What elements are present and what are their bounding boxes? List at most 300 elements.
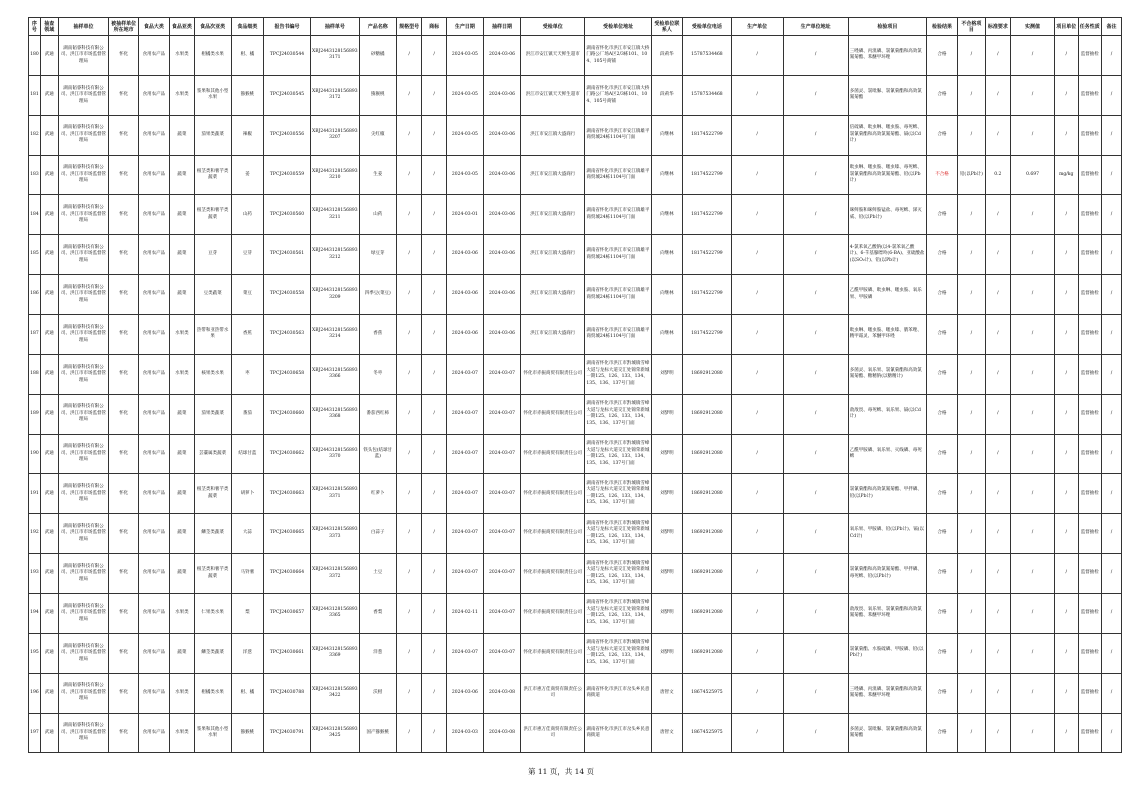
- table-row: [29, 155, 1122, 195]
- table-cell: /: [422, 195, 447, 235]
- table-cell: 湖南省怀化市洪江市黔城镇雪峰大道与龙标大道交汇处锦荣新城一期125、126、133、134、135、136、137号门面: [585, 394, 651, 434]
- table-cell: 洋葱: [231, 633, 263, 673]
- table-cell: /: [1055, 354, 1079, 394]
- table-cell: 合格: [926, 474, 957, 514]
- table-cell: /: [985, 115, 1010, 155]
- table-cell: XBJ24431281568933370: [310, 434, 359, 474]
- table-cell: 192: [29, 514, 41, 554]
- table-cell: /: [783, 195, 848, 235]
- table-cell: /: [422, 673, 447, 713]
- table-cell: XBJ24431281568933172: [310, 75, 359, 115]
- table-cell: /: [1055, 554, 1079, 594]
- table-cell: 湖南韬睿科技有限公司、洪江市市场监督管理局: [58, 115, 109, 155]
- table-cell: 合格: [926, 115, 957, 155]
- table-cell: 怀化: [109, 354, 138, 394]
- table-cell: /: [422, 514, 447, 554]
- table-cell: 湖南省怀化市洪江市安江镇雄平商贸城24栋1104号门面: [585, 315, 651, 355]
- table-cell: /: [783, 235, 848, 275]
- table-cell: 合格: [926, 554, 957, 594]
- table-cell: 冬枣: [359, 354, 396, 394]
- table-cell: mg/kg: [1055, 155, 1079, 195]
- table-cell: 食用农产品: [138, 195, 169, 235]
- table-cell: 仁果类水果: [194, 594, 231, 634]
- table-cell: /: [1011, 315, 1055, 355]
- table-cell: XBJ24431281568933369: [310, 633, 359, 673]
- table-cell: 姜: [231, 155, 263, 195]
- table-cell: TPCJ24030663: [264, 474, 311, 514]
- column-header: 食品亚类: [170, 18, 195, 36]
- table-cell: 吡虫啉、噻虫胺、噻虫嗪、毒死蜱、氯氰菊酯和高效氯氰菊酯、铅(以Pb计): [848, 155, 926, 195]
- table-cell: /: [783, 75, 848, 115]
- table-cell: /: [1102, 235, 1122, 275]
- column-header: 食品大类: [138, 18, 169, 36]
- table-cell: 2024-03-07: [446, 554, 483, 594]
- table-cell: 2024-03-05: [446, 36, 483, 76]
- table-cell: 合格: [926, 514, 957, 554]
- table-cell: 氯氰菊酯和高效氯氰菊酯、甲拌磷、毒死蜱、铅(以Pb计): [848, 554, 926, 594]
- table-cell: 香梨: [359, 594, 396, 634]
- table-cell: /: [396, 474, 421, 514]
- table-cell: 191: [29, 474, 41, 514]
- table-cell: /: [1055, 514, 1079, 554]
- table-cell: 怀化: [109, 554, 138, 594]
- table-cell: 胡萝卜: [231, 474, 263, 514]
- table-cell: /: [396, 514, 421, 554]
- table-cell: 湖南韬睿科技有限公司、洪江市市场监督管理局: [58, 354, 109, 394]
- table-cell: 2024-03-06: [446, 235, 483, 275]
- table-cell: 湖南省怀化市洪江市安江镇雄平商贸城24栋1104号门面: [585, 115, 651, 155]
- table-cell: 白蒜子: [359, 514, 396, 554]
- table-cell: /: [985, 275, 1010, 315]
- table-row: [29, 235, 1122, 275]
- table-cell: 食用农产品: [138, 315, 169, 355]
- table-cell: 合格: [926, 673, 957, 713]
- table-cell: /: [396, 713, 421, 753]
- column-header: 抽查领域: [40, 18, 58, 36]
- table-cell: 监督抽检: [1078, 235, 1102, 275]
- table-cell: 2024-03-06: [483, 36, 520, 76]
- table-cell: 湖南韬睿科技有限公司、洪江市市场监督管理局: [58, 75, 109, 115]
- table-cell: 洪江市安江镇天天鲜生超市: [521, 75, 585, 115]
- table-cell: 0.2: [985, 155, 1010, 195]
- table-cell: /: [985, 673, 1010, 713]
- table-cell: 向继林: [651, 275, 682, 315]
- table-cell: 食用农产品: [138, 36, 169, 76]
- table-cell: 蔬菜: [170, 275, 195, 315]
- table-cell: /: [958, 275, 985, 315]
- table-cell: /: [783, 315, 848, 355]
- table-header: [29, 18, 1122, 36]
- table-cell: 监督抽检: [1078, 195, 1102, 235]
- table-cell: 194: [29, 594, 41, 634]
- table-cell: 怀化: [109, 713, 138, 753]
- page-number: 第 11 页，共 14 页: [527, 767, 595, 776]
- table-cell: 18692912080: [683, 474, 732, 514]
- table-cell: 湖南韬睿科技有限公司、洪江市市场监督管理局: [58, 514, 109, 554]
- table-cell: TPCJ24030560: [264, 195, 311, 235]
- table-cell: 食用农产品: [138, 514, 169, 554]
- table-cell: 洪江市惠万佳商贸有限责任公司: [521, 673, 585, 713]
- table-cell: 段莉华: [651, 36, 682, 76]
- table-cell: 柑橘类水果: [194, 36, 231, 76]
- table-cell: 181: [29, 75, 41, 115]
- table-cell: 监督抽检: [1078, 315, 1102, 355]
- table-cell: TPCJ24030788: [264, 673, 311, 713]
- table-cell: /: [1011, 713, 1055, 753]
- table-row: [29, 394, 1122, 434]
- table-cell: 怀化: [109, 434, 138, 474]
- table-cell: /: [1055, 474, 1079, 514]
- table-cell: /: [731, 235, 783, 275]
- table-cell: XBJ24431281568933209: [310, 275, 359, 315]
- table-body: [29, 36, 1122, 753]
- table-cell: /: [1011, 514, 1055, 554]
- table-cell: 怀化: [109, 275, 138, 315]
- table-cell: 刘梦明: [651, 394, 682, 434]
- table-cell: 湖南韬睿科技有限公司、洪江市市场监督管理局: [58, 235, 109, 275]
- table-cell: /: [1011, 75, 1055, 115]
- table-cell: 茄果类蔬菜: [194, 394, 231, 434]
- table-cell: 武通: [40, 36, 58, 76]
- table-cell: XBJ24431281568933214: [310, 315, 359, 355]
- table-cell: /: [1102, 594, 1122, 634]
- table-cell: 183: [29, 155, 41, 195]
- table-cell: /: [783, 434, 848, 474]
- table-cell: /: [783, 713, 848, 753]
- table-cell: 2024-03-06: [446, 673, 483, 713]
- column-header: 实测值: [1011, 18, 1055, 36]
- table-cell: 湖南韬睿科技有限公司、洪江市市场监督管理局: [58, 195, 109, 235]
- table-row: [29, 195, 1122, 235]
- table-cell: 2024-02-11: [446, 594, 483, 634]
- table-cell: 2024-03-07: [446, 394, 483, 434]
- table-cell: 柑、橘: [231, 36, 263, 76]
- table-cell: 合格: [926, 235, 957, 275]
- table-cell: 蔬菜: [170, 155, 195, 195]
- table-cell: 敌敌畏、氧乐果、氯氰菊酯和高效氯氰菊酯、苯醚甲环唑: [848, 594, 926, 634]
- table-cell: 蔬菜: [170, 554, 195, 594]
- table-cell: /: [1011, 633, 1055, 673]
- table-cell: /: [958, 394, 985, 434]
- table-cell: /: [985, 235, 1010, 275]
- table-cell: 怀化: [109, 594, 138, 634]
- table-cell: 水果类: [170, 354, 195, 394]
- table-row: [29, 713, 1122, 753]
- table-cell: /: [1011, 115, 1055, 155]
- table-cell: 食用农产品: [138, 633, 169, 673]
- table-cell: 食用农产品: [138, 75, 169, 115]
- table-cell: 洪江市安江镇大盛商行: [521, 275, 585, 315]
- table-cell: XBJ24431281568933422: [310, 673, 359, 713]
- table-cell: /: [958, 514, 985, 554]
- table-cell: 根茎类和薯芋类蔬菜: [194, 474, 231, 514]
- table-cell: 食用农产品: [138, 554, 169, 594]
- table-cell: 2024-03-07: [446, 474, 483, 514]
- table-cell: /: [1102, 354, 1122, 394]
- table-cell: 食用农产品: [138, 594, 169, 634]
- table-cell: 浆果和其他小型水果: [194, 713, 231, 753]
- table-cell: TPCJ24030791: [264, 713, 311, 753]
- table-cell: TPCJ24030662: [264, 434, 311, 474]
- column-header: 序号: [29, 18, 41, 36]
- table-cell: 18692912080: [683, 633, 732, 673]
- table-cell: /: [958, 36, 985, 76]
- table-cell: 18692912080: [683, 394, 732, 434]
- table-cell: 监督抽检: [1078, 394, 1102, 434]
- table-cell: 2024-03-07: [483, 474, 520, 514]
- table-cell: 浆果和其他小型水果: [194, 75, 231, 115]
- table-cell: 咪鲜胺和咪鲜胺锰盐、毒死蜱、涕灭威、铅(以Pb计): [848, 195, 926, 235]
- table-cell: 18692912080: [683, 354, 732, 394]
- table-cell: 洪江市安江镇大盛商行: [521, 235, 585, 275]
- table-cell: /: [396, 235, 421, 275]
- table-cell: /: [1102, 673, 1122, 713]
- table-cell: /: [1011, 434, 1055, 474]
- table-cell: /: [422, 633, 447, 673]
- table-cell: 梨: [231, 594, 263, 634]
- table-cell: TPCJ24030657: [264, 594, 311, 634]
- table-cell: /: [958, 354, 985, 394]
- table-cell: 怀化市赤振商贸有限责任公司: [521, 394, 585, 434]
- table-cell: XBJ24431281568933207: [310, 115, 359, 155]
- table-cell: 2024-03-06: [483, 315, 520, 355]
- table-cell: 食用农产品: [138, 713, 169, 753]
- table-cell: /: [783, 554, 848, 594]
- table-cell: TPCJ24030559: [264, 155, 311, 195]
- table-cell: 芸薹属类蔬菜: [194, 434, 231, 474]
- table-cell: 2024-03-07: [483, 354, 520, 394]
- table-cell: 水果类: [170, 75, 195, 115]
- table-cell: 18174522799: [683, 275, 732, 315]
- column-header: 食品细类: [231, 18, 263, 36]
- table-cell: 香蕉: [231, 315, 263, 355]
- table-cell: /: [422, 36, 447, 76]
- table-cell: /: [985, 514, 1010, 554]
- table-cell: 184: [29, 195, 41, 235]
- table-cell: /: [958, 75, 985, 115]
- table-cell: /: [731, 394, 783, 434]
- table-cell: 湖南韬睿科技有限公司、洪江市市场监督管理局: [58, 36, 109, 76]
- table-cell: 武通: [40, 673, 58, 713]
- table-cell: 湖南省怀化市洪江市安江镇雄平商贸城24栋1104号门面: [585, 155, 651, 195]
- table-cell: XBJ24431281568933368: [310, 394, 359, 434]
- table-cell: 武通: [40, 75, 58, 115]
- table-cell: 向继林: [651, 115, 682, 155]
- table-cell: /: [396, 434, 421, 474]
- table-cell: /: [731, 275, 783, 315]
- table-cell: 多菌灵、氧乐果、氯氰菊酯和高效氯氰菊酯、糖精钠(以糖精计): [848, 354, 926, 394]
- table-cell: /: [1055, 315, 1079, 355]
- table-cell: 怀化: [109, 235, 138, 275]
- table-cell: 湖南韬睿科技有限公司、洪江市市场监督管理局: [58, 275, 109, 315]
- table-cell: 怀化: [109, 195, 138, 235]
- table-cell: /: [396, 354, 421, 394]
- column-header: 不合格项目: [958, 18, 985, 36]
- table-cell: /: [783, 633, 848, 673]
- column-header: 商标: [422, 18, 447, 36]
- table-cell: 监督抽检: [1078, 354, 1102, 394]
- table-cell: /: [958, 115, 985, 155]
- column-header: 生产日期: [446, 18, 483, 36]
- table-cell: /: [1055, 594, 1079, 634]
- table-cell: /: [422, 474, 447, 514]
- table-cell: /: [1102, 633, 1122, 673]
- table-cell: /: [958, 554, 985, 594]
- table-row: [29, 434, 1122, 474]
- column-header: 抽样单号: [310, 18, 359, 36]
- table-cell: /: [396, 394, 421, 434]
- table-cell: 合格: [926, 315, 957, 355]
- table-cell: 湖南省怀化市洪江市岔头乡民意商街道: [585, 673, 651, 713]
- table-cell: /: [396, 673, 421, 713]
- table-cell: 2024-03-07: [483, 394, 520, 434]
- table-cell: 合格: [926, 434, 957, 474]
- table-cell: 湖南韬睿科技有限公司、洪江市市场监督管理局: [58, 155, 109, 195]
- table-cell: 蔬菜: [170, 514, 195, 554]
- table-cell: 2024-03-07: [483, 434, 520, 474]
- table-cell: 豆芽: [194, 235, 231, 275]
- table-cell: /: [731, 75, 783, 115]
- table-cell: 热带和亚热带水果: [194, 315, 231, 355]
- table-cell: 砂糖橘: [359, 36, 396, 76]
- table-cell: 湖南省怀化市洪江市安江镇大桥门路公厂场A区2/3栋101、104、105号商铺: [585, 36, 651, 76]
- table-cell: 湖南省怀化市洪江市岔头乡民意商街道: [585, 713, 651, 753]
- table-cell: 2024-03-07: [483, 633, 520, 673]
- table-cell: 武通: [40, 434, 58, 474]
- column-header: 受检单位: [521, 18, 585, 36]
- table-cell: 18174522799: [683, 155, 732, 195]
- table-cell: 豆类蔬菜: [194, 275, 231, 315]
- table-cell: /: [958, 713, 985, 753]
- table-cell: 15787534468: [683, 75, 732, 115]
- table-cell: /: [1102, 155, 1122, 195]
- table-cell: 水果类: [170, 673, 195, 713]
- table-cell: 山药: [359, 195, 396, 235]
- table-cell: 湖南省怀化市洪江市安江镇雄平商贸城24栋1104号门面: [585, 235, 651, 275]
- table-cell: 18692912080: [683, 594, 732, 634]
- column-header: 抽样单位: [58, 18, 109, 36]
- table-cell: /: [783, 394, 848, 434]
- table-cell: TPCJ24030544: [264, 36, 311, 76]
- table-cell: 2024-03-06: [483, 115, 520, 155]
- header-row: [29, 18, 1122, 36]
- table-cell: /: [422, 354, 447, 394]
- table-cell: 196: [29, 673, 41, 713]
- table-cell: 结球甘蓝: [231, 434, 263, 474]
- table-cell: 蔬菜: [170, 115, 195, 155]
- table-row: [29, 594, 1122, 634]
- table-row: [29, 75, 1122, 115]
- table-cell: /: [1011, 235, 1055, 275]
- table-cell: 铅(以Pb计): [958, 155, 985, 195]
- column-header: 备注: [1102, 18, 1122, 36]
- table-cell: 辣椒: [231, 115, 263, 155]
- table-cell: TPCJ24030661: [264, 633, 311, 673]
- table-cell: /: [783, 594, 848, 634]
- table-cell: 0.697: [1011, 155, 1055, 195]
- table-cell: 刘梦明: [651, 514, 682, 554]
- table-cell: 怀化: [109, 474, 138, 514]
- table-cell: /: [958, 474, 985, 514]
- table-cell: 2024-03-06: [483, 235, 520, 275]
- table-cell: /: [958, 315, 985, 355]
- table-cell: 2024-03-06: [483, 195, 520, 235]
- table-cell: 武通: [40, 235, 58, 275]
- table-row: [29, 36, 1122, 76]
- table-cell: 监督抽检: [1078, 115, 1102, 155]
- table-cell: 番茄西红柿: [359, 394, 396, 434]
- table-cell: 2024-03-05: [446, 115, 483, 155]
- table-cell: 大蒜: [231, 514, 263, 554]
- table-cell: 湖南韬睿科技有限公司、洪江市市场监督管理局: [58, 394, 109, 434]
- table-cell: 2024-03-07: [483, 514, 520, 554]
- table-cell: 刘梦明: [651, 474, 682, 514]
- table-cell: 18174522799: [683, 195, 732, 235]
- table-cell: 武通: [40, 633, 58, 673]
- table-cell: /: [731, 354, 783, 394]
- table-cell: 马铃薯: [231, 554, 263, 594]
- table-cell: /: [422, 115, 447, 155]
- table-cell: /: [422, 235, 447, 275]
- table-cell: 生姜: [359, 155, 396, 195]
- table-cell: 洪江市安江镇大盛商行: [521, 195, 585, 235]
- table-cell: 合格: [926, 75, 957, 115]
- table-cell: 湖南省怀化市洪江市安江镇雄平商贸城24栋1104号门面: [585, 275, 651, 315]
- table-cell: 182: [29, 115, 41, 155]
- table-cell: /: [731, 434, 783, 474]
- table-cell: /: [1055, 235, 1079, 275]
- table-cell: 氧乐果、甲胺磷、铅(以Pb计)、镉(以Cd计): [848, 514, 926, 554]
- table-cell: 洪江市安江镇天天鲜生超市: [521, 36, 585, 76]
- table-cell: 食用农产品: [138, 673, 169, 713]
- table-cell: 2024-03-07: [483, 594, 520, 634]
- table-cell: 2024-03-03: [446, 713, 483, 753]
- table-cell: /: [1055, 673, 1079, 713]
- table-cell: 食用农产品: [138, 115, 169, 155]
- table-cell: 2024-03-07: [446, 633, 483, 673]
- table-cell: TPCJ24030658: [264, 354, 311, 394]
- table-cell: 根茎类和薯芋类蔬菜: [194, 155, 231, 195]
- table-cell: 2024-03-05: [446, 155, 483, 195]
- table-cell: 向继林: [651, 195, 682, 235]
- table-cell: 茄果类蔬菜: [194, 115, 231, 155]
- table-cell: /: [958, 235, 985, 275]
- table-cell: 18674525975: [683, 673, 732, 713]
- table-cell: /: [422, 434, 447, 474]
- table-cell: 猕猴桃: [231, 713, 263, 753]
- table-cell: /: [422, 713, 447, 753]
- table-cell: /: [1011, 36, 1055, 76]
- table-cell: 2024-03-06: [446, 275, 483, 315]
- table-cell: 188: [29, 354, 41, 394]
- table-cell: 乙酰甲胺磷、氧乐果、灭线磷、毒死蜱: [848, 434, 926, 474]
- table-cell: /: [731, 115, 783, 155]
- table-cell: /: [1102, 275, 1122, 315]
- table-cell: 监督抽检: [1078, 75, 1102, 115]
- table-cell: /: [1011, 554, 1055, 594]
- table-cell: 倍硫磷、吡虫啉、噻虫胺、毒死蜱、氯氰菊酯和高效氯氰菊酯、镉(以Cd计): [848, 115, 926, 155]
- table-cell: 柑橘类水果: [194, 673, 231, 713]
- table-cell: /: [985, 594, 1010, 634]
- table-cell: 水果类: [170, 36, 195, 76]
- table-cell: 怀化市赤振商贸有限责任公司: [521, 554, 585, 594]
- table-cell: 蔬菜: [170, 633, 195, 673]
- table-cell: /: [958, 633, 985, 673]
- table-cell: 18692912080: [683, 434, 732, 474]
- table-cell: 2024-03-07: [446, 434, 483, 474]
- table-cell: 合格: [926, 36, 957, 76]
- table-cell: /: [731, 195, 783, 235]
